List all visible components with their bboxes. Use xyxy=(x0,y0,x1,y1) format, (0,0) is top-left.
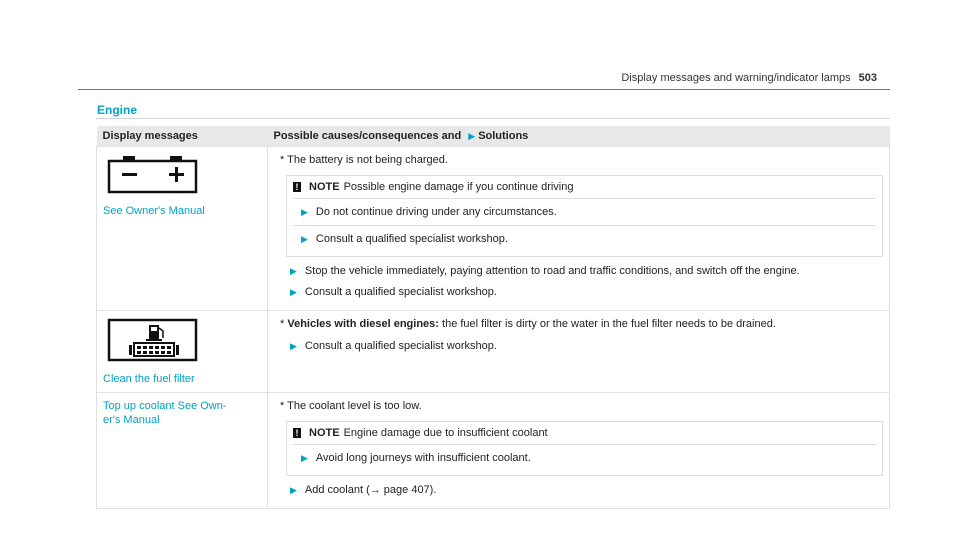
table-row xyxy=(97,393,890,509)
display-message-text: See Owner's Manual xyxy=(103,205,205,217)
warning-icon: ! xyxy=(293,428,301,438)
solution-step: ▶ Add coolant (→ page 407). xyxy=(290,484,437,496)
arrow-icon: ▶ xyxy=(290,287,297,297)
display-messages-table xyxy=(96,126,890,509)
causes-solutions-cell xyxy=(268,147,890,311)
arrow-icon: ▶ xyxy=(290,485,297,495)
solution-step: ▶ Stop the vehicle immediately, paying attention to road and traffic conditions, and switch off the engine. xyxy=(290,265,800,277)
note-item: ▶ Do not continue driving under any circumstances. xyxy=(293,198,876,225)
solution-step: ▶ Consult a qualified specialist workshop. xyxy=(290,340,497,352)
note-box xyxy=(286,421,883,476)
arrow-icon: ▶ xyxy=(301,453,308,463)
note-text: Possible engine damage if you continue driving xyxy=(343,181,574,193)
header-rule xyxy=(78,89,890,90)
fuel-filter-icon xyxy=(107,318,261,366)
arrow-icon: ▶ xyxy=(468,131,476,141)
display-message-cell xyxy=(97,311,268,393)
column-header-solutions: Solutions xyxy=(478,130,529,142)
arrow-icon: ▶ xyxy=(290,341,297,351)
table-row xyxy=(97,311,890,393)
note-item: ▶ Consult a qualified specialist workshop. xyxy=(293,225,876,252)
running-header-title: Display messages and warning/indicator lamps xyxy=(621,72,851,84)
display-message-cell xyxy=(97,393,268,509)
arrow-icon: ▶ xyxy=(301,234,308,244)
solution-step: ▶ Consult a qualified specialist workshop. xyxy=(290,286,497,298)
display-message-cell xyxy=(97,147,268,311)
column-header-causes: Possible causes/consequences and xyxy=(273,130,462,142)
arrow-icon: ▶ xyxy=(290,266,297,276)
cause-text: * The battery is not being charged. xyxy=(280,154,448,166)
page-number: 503 xyxy=(858,72,877,84)
section-rule xyxy=(96,118,890,119)
cause-text: * The coolant level is too low. xyxy=(280,400,422,412)
cause-bold: Vehicles with diesel engines: xyxy=(287,318,439,330)
table-header-row xyxy=(97,126,890,147)
column-header-display-messages: Display messages xyxy=(97,126,268,147)
display-message-text: Top up coolant See Own- er's Manual xyxy=(103,400,227,426)
causes-solutions-cell xyxy=(268,393,890,509)
causes-solutions-cell xyxy=(268,311,890,393)
running-header xyxy=(621,72,877,84)
note-item: ▶ Avoid long journeys with insufficient coolant. xyxy=(293,444,876,471)
note-text: Engine damage due to insufficient coolant xyxy=(343,427,548,439)
section-title: Engine xyxy=(97,103,138,117)
battery-icon xyxy=(107,154,261,198)
cause-text: * Vehicles with diesel engines: the fuel filter is dirty or the water in the fuel filter needs to be drained. xyxy=(280,318,776,330)
arrow-icon: ▶ xyxy=(301,207,308,217)
display-message-text: Clean the fuel filter xyxy=(103,373,195,385)
note-label: NOTE xyxy=(309,181,340,193)
table-row xyxy=(97,147,890,311)
column-header-causes-solutions xyxy=(268,126,890,147)
warning-icon: ! xyxy=(293,182,301,192)
note-label: NOTE xyxy=(309,427,340,439)
note-box xyxy=(286,175,883,257)
